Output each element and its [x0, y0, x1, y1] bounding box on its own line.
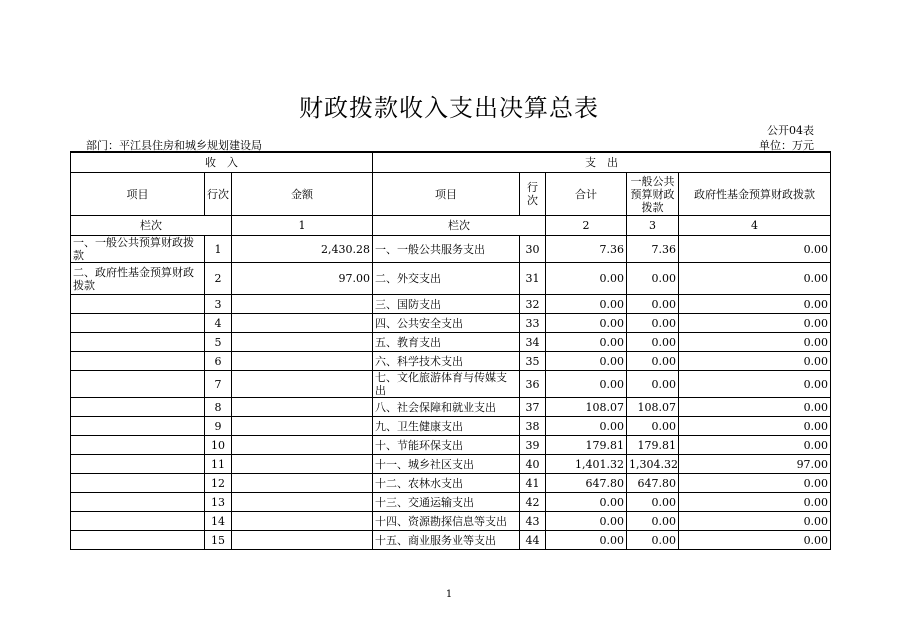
form-code: 公开04表 — [767, 124, 814, 137]
expense-item-cell: 十四、资源勘探信息等支出 — [373, 512, 520, 531]
income-amount-cell — [232, 531, 373, 550]
expense-item-cell: 三、国防支出 — [373, 295, 520, 314]
table-row — [71, 371, 831, 398]
budget-table — [70, 151, 831, 550]
index-label2: 栏次 — [373, 216, 546, 236]
expense-row-no-cell: 34 — [520, 333, 546, 352]
expense-general-cell: 0.00 — [627, 295, 679, 314]
income-amount-cell — [232, 455, 373, 474]
expense-fund-cell: 0.00 — [679, 417, 831, 436]
expense-total-cell: 7.36 — [546, 236, 627, 263]
expense-fund-cell: 0.00 — [679, 333, 831, 352]
col-header-item2: 项目 — [373, 173, 520, 216]
income-row-no-cell: 5 — [205, 333, 232, 352]
expense-item-cell: 六、科学技术支出 — [373, 352, 520, 371]
expense-general-cell: 7.36 — [627, 236, 679, 263]
expense-general-cell: 0.00 — [627, 417, 679, 436]
income-row-no-cell: 15 — [205, 531, 232, 550]
income-row-no-cell: 7 — [205, 371, 232, 398]
income-item-cell — [71, 455, 205, 474]
income-row-no-cell: 2 — [205, 263, 232, 295]
income-item-cell — [71, 474, 205, 493]
table-row — [71, 417, 831, 436]
expense-item-cell: 十一、城乡社区支出 — [373, 455, 520, 474]
expense-item-cell: 八、社会保障和就业支出 — [373, 398, 520, 417]
expense-total-cell: 108.07 — [546, 398, 627, 417]
expense-row-no-cell: 42 — [520, 493, 546, 512]
income-amount-cell — [232, 436, 373, 455]
expense-total-cell: 0.00 — [546, 352, 627, 371]
expense-row-no-cell: 41 — [520, 474, 546, 493]
expense-fund-cell: 0.00 — [679, 352, 831, 371]
expense-total-cell: 0.00 — [546, 417, 627, 436]
income-amount-cell — [232, 333, 373, 352]
expense-item-cell: 二、外交支出 — [373, 263, 520, 295]
table-row — [71, 333, 831, 352]
income-row-no-cell: 14 — [205, 512, 232, 531]
expense-item-cell: 一、一般公共服务支出 — [373, 236, 520, 263]
expense-row-no-cell: 30 — [520, 236, 546, 263]
expense-total-cell: 1,401.32 — [546, 455, 627, 474]
expense-row-no-cell: 31 — [520, 263, 546, 295]
expense-item-cell: 七、文化旅游体育与传媒支出 — [373, 371, 520, 398]
income-row-no-cell: 3 — [205, 295, 232, 314]
expense-general-cell: 0.00 — [627, 493, 679, 512]
expense-row-no-cell: 39 — [520, 436, 546, 455]
income-amount-cell: 2,430.28 — [232, 236, 373, 263]
expense-row-no-cell: 33 — [520, 314, 546, 333]
page-title: 财政拨款收入支出决算总表 — [299, 94, 599, 122]
col-header-row-no: 行次 — [205, 173, 232, 216]
expense-row-no-cell: 35 — [520, 352, 546, 371]
expense-general-cell: 647.80 — [627, 474, 679, 493]
col-header-amount: 金额 — [232, 173, 373, 216]
income-amount-cell — [232, 417, 373, 436]
expense-general-cell: 0.00 — [627, 531, 679, 550]
expense-general-cell: 0.00 — [627, 512, 679, 531]
table-row — [71, 436, 831, 455]
expense-row-no-cell: 32 — [520, 295, 546, 314]
expense-fund-cell: 0.00 — [679, 295, 831, 314]
expense-fund-cell: 0.00 — [679, 314, 831, 333]
income-row-no-cell: 13 — [205, 493, 232, 512]
expense-row-no-cell: 37 — [520, 398, 546, 417]
expense-row-no-cell: 40 — [520, 455, 546, 474]
table-row — [71, 236, 831, 263]
col-header-general-budget: 一般公共预算财政拨款 — [627, 173, 679, 216]
income-section-header: 收 入 — [71, 152, 373, 173]
expense-fund-cell: 0.00 — [679, 436, 831, 455]
income-item-cell — [71, 371, 205, 398]
department-label: 部门：平江县住房和城乡规划建设局 — [86, 139, 262, 152]
income-amount-cell — [232, 371, 373, 398]
income-item-cell — [71, 398, 205, 417]
expense-total-cell: 0.00 — [546, 512, 627, 531]
income-item-cell — [71, 352, 205, 371]
expense-total-cell: 0.00 — [546, 263, 627, 295]
table-row — [71, 493, 831, 512]
income-amount-cell — [232, 512, 373, 531]
income-item-cell — [71, 436, 205, 455]
index-label: 栏次 — [71, 216, 232, 236]
expense-total-cell: 179.81 — [546, 436, 627, 455]
table-row — [71, 455, 831, 474]
expense-general-cell: 0.00 — [627, 371, 679, 398]
expense-row-no-cell: 36 — [520, 371, 546, 398]
income-item-cell: 一、一般公共预算财政拨款 — [71, 236, 205, 263]
expense-fund-cell: 0.00 — [679, 493, 831, 512]
expense-fund-cell: 0.00 — [679, 512, 831, 531]
table-row — [71, 352, 831, 371]
income-row-no-cell: 6 — [205, 352, 232, 371]
expense-fund-cell: 0.00 — [679, 371, 831, 398]
expense-total-cell: 647.80 — [546, 474, 627, 493]
income-row-no-cell: 12 — [205, 474, 232, 493]
expense-general-cell: 1,304.32 — [627, 455, 679, 474]
unit-label: 单位：万元 — [759, 139, 814, 152]
table-row — [71, 398, 831, 417]
index-c2: 2 — [546, 216, 627, 236]
expense-total-cell: 0.00 — [546, 493, 627, 512]
expense-fund-cell: 97.00 — [679, 455, 831, 474]
expense-general-cell: 0.00 — [627, 352, 679, 371]
section-header-row — [71, 152, 831, 173]
income-item-cell — [71, 417, 205, 436]
table-row — [71, 512, 831, 531]
table-row — [71, 263, 831, 295]
expense-item-cell: 十五、商业服务业等支出 — [373, 531, 520, 550]
income-amount-cell — [232, 398, 373, 417]
income-amount-cell — [232, 352, 373, 371]
table-row — [71, 474, 831, 493]
income-amount-cell — [232, 295, 373, 314]
expense-fund-cell: 0.00 — [679, 531, 831, 550]
expense-general-cell: 108.07 — [627, 398, 679, 417]
expense-item-cell: 十二、农林水支出 — [373, 474, 520, 493]
table-row — [71, 531, 831, 550]
income-item-cell: 二、政府性基金预算财政拨款 — [71, 263, 205, 295]
expense-total-cell: 0.00 — [546, 295, 627, 314]
expense-section-header: 支 出 — [373, 152, 831, 173]
income-row-no-cell: 11 — [205, 455, 232, 474]
expense-item-cell: 十、节能环保支出 — [373, 436, 520, 455]
index-c3: 3 — [627, 216, 679, 236]
income-item-cell — [71, 512, 205, 531]
expense-general-cell: 179.81 — [627, 436, 679, 455]
col-header-item: 项目 — [71, 173, 205, 216]
table-body — [71, 236, 831, 550]
index-c1: 1 — [232, 216, 373, 236]
expense-general-cell: 0.00 — [627, 333, 679, 352]
expense-total-cell: 0.00 — [546, 333, 627, 352]
income-item-cell — [71, 333, 205, 352]
income-amount-cell — [232, 314, 373, 333]
col-header-total: 合计 — [546, 173, 627, 216]
expense-item-cell: 五、教育支出 — [373, 333, 520, 352]
expense-fund-cell: 0.00 — [679, 263, 831, 295]
expense-fund-cell: 0.00 — [679, 398, 831, 417]
expense-item-cell: 九、卫生健康支出 — [373, 417, 520, 436]
expense-item-cell: 四、公共安全支出 — [373, 314, 520, 333]
expense-item-cell: 十三、交通运输支出 — [373, 493, 520, 512]
expense-total-cell: 0.00 — [546, 531, 627, 550]
table-row — [71, 314, 831, 333]
expense-fund-cell: 0.00 — [679, 236, 831, 263]
income-amount-cell — [232, 493, 373, 512]
page-number: 1 — [445, 589, 453, 600]
income-row-no-cell: 1 — [205, 236, 232, 263]
expense-total-cell: 0.00 — [546, 314, 627, 333]
expense-total-cell: 0.00 — [546, 371, 627, 398]
income-amount-cell: 97.00 — [232, 263, 373, 295]
index-c4: 4 — [679, 216, 831, 236]
expense-general-cell: 0.00 — [627, 314, 679, 333]
col-header-gov-fund: 政府性基金预算财政拨款 — [679, 173, 831, 216]
table-row — [71, 295, 831, 314]
column-header-row — [71, 173, 831, 216]
income-item-cell — [71, 295, 205, 314]
income-amount-cell — [232, 474, 373, 493]
expense-general-cell: 0.00 — [627, 263, 679, 295]
income-row-no-cell: 8 — [205, 398, 232, 417]
column-index-row — [71, 216, 831, 236]
income-row-no-cell: 10 — [205, 436, 232, 455]
income-item-cell — [71, 493, 205, 512]
expense-row-no-cell: 44 — [520, 531, 546, 550]
expense-row-no-cell: 43 — [520, 512, 546, 531]
expense-fund-cell: 0.00 — [679, 474, 831, 493]
income-item-cell — [71, 314, 205, 333]
income-row-no-cell: 4 — [205, 314, 232, 333]
income-row-no-cell: 9 — [205, 417, 232, 436]
expense-row-no-cell: 38 — [520, 417, 546, 436]
col-header-row-no2: 行次 — [520, 173, 546, 216]
income-item-cell — [71, 531, 205, 550]
